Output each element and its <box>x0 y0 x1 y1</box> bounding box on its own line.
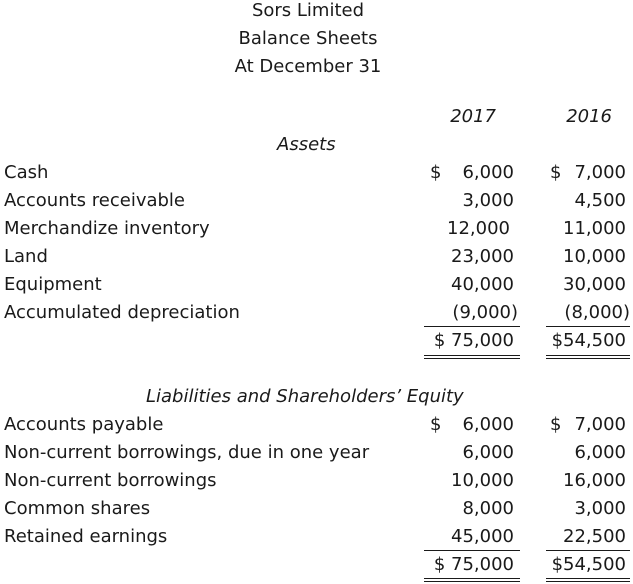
assets-total-2016: $54,500 <box>551 330 626 351</box>
subtotal-rule-2016 <box>546 326 630 327</box>
value-2017: 45,000 <box>451 526 514 547</box>
value-2017: 23,000 <box>451 246 514 267</box>
value-2017: 40,000 <box>451 274 514 295</box>
value-2016 <box>526 414 626 436</box>
row-label: Accumulated depreciation <box>4 302 240 323</box>
value-2016: 22,500 <box>563 526 626 547</box>
row-label: Cash <box>4 162 49 183</box>
double-rule-top-2016 <box>546 578 630 579</box>
value-2016 <box>526 162 626 184</box>
value-2017: 10,000 <box>451 470 514 491</box>
currency-symbol: $ <box>550 414 562 435</box>
row-label: Accounts payable <box>4 414 164 435</box>
liabilities-total-2017: $ 75,000 <box>433 554 514 575</box>
amount: 7,000 <box>574 162 626 183</box>
row-label: Retained earnings <box>4 526 168 547</box>
value-2016: 10,000 <box>563 246 626 267</box>
value-2017: 8,000 <box>462 498 514 519</box>
assets-total-2017: $ 75,000 <box>433 330 514 351</box>
value-2016: (8,000) <box>564 302 630 323</box>
double-rule-top-2017 <box>424 355 520 356</box>
company-name: Sors Limited <box>251 0 365 21</box>
value-2017: 3,000 <box>462 190 514 211</box>
subtotal-rule-2017 <box>424 326 520 327</box>
column-year-2017: 2017 <box>450 106 496 127</box>
value-2017: 12,000 <box>447 218 510 239</box>
double-rule-bottom-2017 <box>424 581 520 582</box>
value-2017 <box>414 414 514 436</box>
row-label: Common shares <box>4 498 151 519</box>
column-year-2016: 2016 <box>566 106 612 127</box>
value-2016: 4,500 <box>574 190 626 211</box>
row-label: Accounts receivable <box>4 190 186 211</box>
currency-symbol: $ <box>430 414 442 435</box>
value-2017 <box>414 162 514 184</box>
value-2016: 11,000 <box>563 218 626 239</box>
double-rule-bottom-2016 <box>546 358 630 359</box>
value-2017: (9,000) <box>452 302 518 323</box>
value-2017: 6,000 <box>462 442 514 463</box>
row-label: Equipment <box>4 274 102 295</box>
value-2016: 16,000 <box>563 470 626 491</box>
subtotal-rule-2017 <box>424 550 520 551</box>
value-2016: 6,000 <box>574 442 626 463</box>
currency-symbol: $ <box>430 162 442 183</box>
row-label: Land <box>4 246 48 267</box>
value-2016: 3,000 <box>574 498 626 519</box>
row-label: Non-current borrowings <box>4 470 217 491</box>
double-rule-top-2017 <box>424 578 520 579</box>
liabilities-total-2016: $54,500 <box>551 554 626 575</box>
liabilities-heading: Liabilities and Shareholders’ Equity <box>146 386 464 407</box>
assets-heading: Assets <box>277 134 336 155</box>
row-label: Merchandize inventory <box>4 218 210 239</box>
amount: 6,000 <box>462 162 514 183</box>
double-rule-top-2016 <box>546 355 630 356</box>
row-label: Non-current borrowings, due in one year <box>4 442 370 463</box>
statement-title: Balance Sheets <box>238 28 378 49</box>
value-2016: 30,000 <box>563 274 626 295</box>
amount: 6,000 <box>462 414 514 435</box>
double-rule-bottom-2017 <box>424 358 520 359</box>
subtotal-rule-2016 <box>546 550 630 551</box>
currency-symbol: $ <box>550 162 562 183</box>
statement-date: At December 31 <box>234 56 382 77</box>
double-rule-bottom-2016 <box>546 581 630 582</box>
amount: 7,000 <box>574 414 626 435</box>
